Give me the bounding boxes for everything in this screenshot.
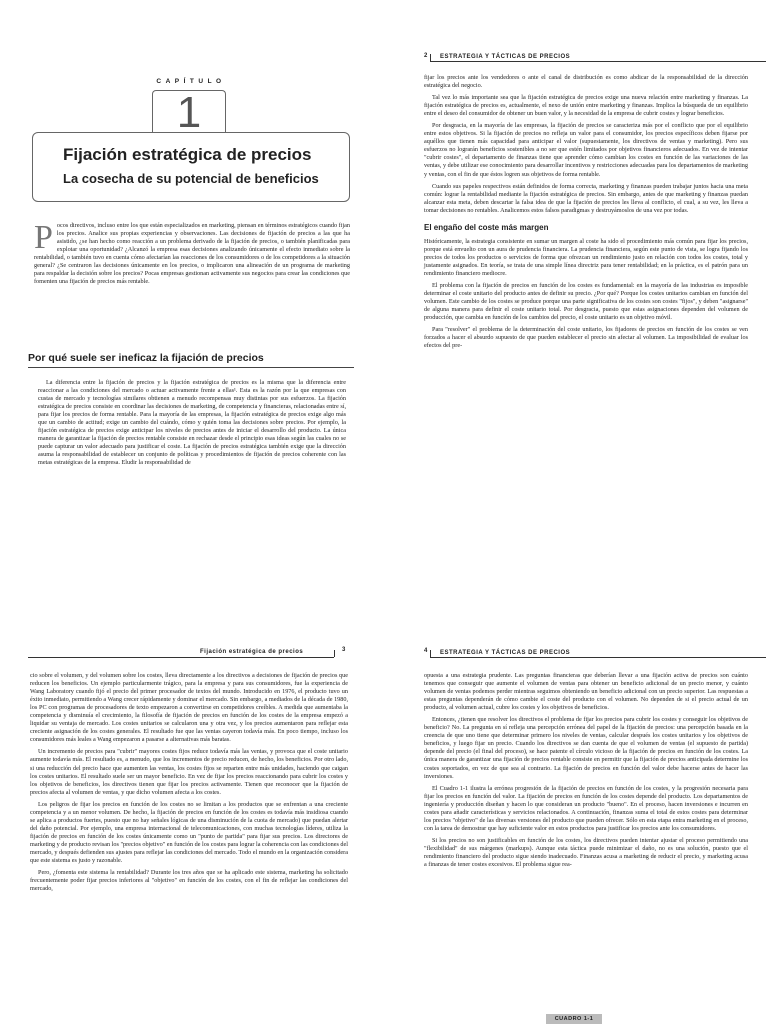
paragraph: El Cuadro 1-1 ilustra la errónea progresión de la fijación de precios en función de los costes, y la progresión necesaria para fijar los precios en función del valor. La fijación de precios en función de los costes depende del producto. Los departamentos de ingeniería y producción diseñan y hacen lo que consideran un producto "bueno". En el proceso, hacen inversiones e incurren en costes para añadir características y servicios relacionados. A continuación, finanzas suma el total de estos costes para determinar los precios "objetivo" de las diversas versiones del producto que pueden ofrecer. Sólo en esta etapa entra marketing en el proceso, con la tarea de demostrar que hay suficiente valor en estos productos para justificar los precios ante los consumidores. (424, 784, 748, 832)
paragraph: opuesta a una estrategia prudente. Las preguntas financieras que deberían llevar a una fijación activa de precios son cuánto tenemos que conseguir que aumente el volumen de ventas para obtener un beneficio adicional de un precio menor, y cuánto volumen de ventas podemos perder mientras seguimos obteniendo un beneficio adicional con un precio superior. Las respuestas a estas preguntas dependerán de cómo cambie el coste del producto con el volumen. No dependen de si el precio actual de un producto, al volumen actual, cubre los costes y los objetivos de beneficios. (424, 672, 748, 712)
paragraph: Pero, ¿fomenta este sistema la rentabilidad? Durante los tres años que se ha aplicado este sistema, marketing ha solicitado frecuentemente poder fijar precios inferiores al "objetivo" en función de los costes, con el fin de reflejar las condiciones del mercado, (30, 869, 348, 893)
figure-label: CUADRO 1-1 (546, 1014, 602, 1024)
paragraph: El problema con la fijación de precios en función de los costes es fundamental: en la mayoría de las industrias es imposible determinar el coste unitario del producto antes de definir su precio. ¿Por qué? Porque los costes unitarios cambian en función del volumen. Este cambio de los costes se produce porque una parte significativa de los costes son costes "fijos", y deben "asignarse" de alguna manera para definir el coste unitario total. Por desgracia, puesto que estas asignaciones dependen del volumen de producción, que cambia en función de los cambios del precio, el coste unitario es un objetivo móvil. (424, 281, 748, 322)
paragraph: La diferencia entre la fijación de precios y la fijación estratégica de precios es la misma que la diferencia entre reaccionar a las condiciones del mercado o actuar activamente frente a ellas¹. Esta es la razón por la que empresas con custas de mercado y tecnologías similares obtienen a menudo recompensas muy distintas por sus esfuerzos. La fijación estratégica de precios consiste en coordinar las decisiones de marketing, de competencia y financieras, relacionadas entre sí, para fijar los precios de forma rentable. Para la mayoría de las empresas, la fijación estratégica de precios exige algo más que un cambio de actitud; exige un cambio del cuándo, cómo y quién toma las decisiones sobre precios. Por ejemplo, la fijación estratégica de precios exige anticipar los niveles de precios antes de iniciar el desarrollo del producto. La única manera de garantizar la fijación de precios rentable consiste en rechazar desde el principio esas ideas según las cuales no se puede capturar un valor adecuado para justificar el coste. La fijación de precios estratégica también exige que la dirección asuma la responsabilidad de establecer un conjunto de políticas y procedimientos de fijación de precios coherente con las metas estratégicas de la empresa. Eludir la responsabilidad de (38, 379, 346, 467)
subheading: El engaño del coste más margen (424, 222, 549, 232)
header-rule (28, 657, 334, 658)
text-column (30, 672, 348, 897)
paragraph: Históricamente, la estrategia consistente en sumar un margen al coste ha sido el procedimiento más común para fijar los precios, porque está envuelto con un aura de prudencia financiera. La prudencia financiera, según este punto de vista, se logra fijando los precios de todos los productos o servicios de forma que ofrezcan un rendimiento justo en relación con todos los costes, total y justamente asignados. En teoría, se trata de una simple línea directriz para tener rentabilidad; en la práctica, es el patrón para un rendimiento financiero mediocre. (424, 237, 748, 277)
section-heading: Por qué suele ser ineficaz la fijación de precios (28, 352, 354, 368)
chapter-subtitle: La cosecha de su potencial de beneficios (63, 171, 319, 186)
header-rule (430, 61, 766, 62)
chapter-title: Fijación estratégica de precios (63, 145, 312, 164)
intro-paragraph (34, 219, 350, 290)
page-1 (28, 72, 354, 508)
paragraph: Los peligros de fijar los precios en función de los costes no se limitan a los productos que se enfrentan a una creciente competencia y a un menor volumen. De hecho, la fijación de precios en función de los costes es todavía más insidiosa cuando se aplica a productos fuertes, puesto que no hay señales lógicas de una disminución de la cuota de mercado) que puedan alertar del daño potencial. Por ejemplo, una empresa internacional de telecomunicaciones, con muchas tecnologías líderes, utiliza la fijación de precios en función de los costes únicamente como un "punto de partida" para fijar sus precios. Los directores de marketing y de producto revisan los "precios objetivo" en función de los costes para lograr la coherencia con las condiciones del mercado, y después defienden sus ajustes para reflejar las condiciones del mercado. Todo el mundo en la organización considera que este sistema es justo y razonable. (30, 800, 348, 865)
page-3 (28, 645, 354, 1024)
paragraph: Cuando sus papeles respectivos están definidos de forma correcta, marketing y finanzas pueden trabajar juntos hacia una meta común: lograr la rentabilidad mediante la fijación estratégica de precios. Sin embargo, antes de que marketing y finanzas puedan alcanzar esta meta, deben descartar la falsa idea de que la fijación de precios les lleva al conflicto, el cual, a su vez, les lleva a tomar decisiones no rentables. Analicemos estos falsos paradigmas y destruyámoslos de una vez por todas. (424, 182, 748, 214)
page-number: 4 (424, 648, 428, 654)
drop-cap: P (34, 219, 53, 256)
intro-text: ocos directivos, incluso entre los que están especializados en marketing, piensan en términos estratégicos cuando fijan los precios. Analice sus propias experiencias y observaciones. Las decisiones de fijación de precios a las que ha asistido, ¿se han hecho como reacción a un problema derivado de la fijación de precios, o también planificadas para explotar una oportunidad? ¿Alcanzó la empresa esas decisiones analizando únicamente el efecto inmediato sobre la rentabilidad, o también tuvo en cuenta cómo afectarían las reacciones de los consumidores o de los competidores a la situación general? ¿Se centraron las decisiones únicamente en los precios, o implicaron una alineación de un programa de marketing para respaldar la decisión sobre los precios? Pocas empresas gestionan activamente sus negocios para crear las condiciones que fomenten una fijación de precios más rentable. (34, 222, 350, 286)
chapter-label: CAPÍTULO (156, 78, 226, 85)
paragraph: cio sobre el volumen, y del volumen sobre los costes, lleva directamente a los directivos a decisiones de fijación de precios que reducen los beneficios. Un ejemplo particularmente trágico, para la empresa y para sus consumidores, fue la experiencia de Wang Laboratory cuando fijó el precio del primer procesador de textos del mundo. Introducido en 1976, el producto tuvo un éxito inmediato, permitiendo a Wang crecer rápidamente y dominar el mercado. Sin embargo, a mediados de la década de 1980, los PC con programas de procesadores de texto empezaron a convertirse en competidores creíbles. A medida que aumentaba la competencia y disminuía el crecimiento, la filosofía de fijación de precios en función de los costes de la empresa empezó a liquidar su ventaja de mercado. Los costes unitarios se calcularon una y otra vez, y los precios aumentaron para reflejar esta creciente asignación de los costes generales. El resultado fue que las ventas cayeron todavía más. En poco tiempo, incluso los consumidores más leales a Wang empezaron a pasarse a alternativas más baratas. (30, 672, 348, 744)
page-number: 2 (424, 53, 428, 59)
text-column (424, 672, 748, 873)
header-rule-tick (430, 54, 431, 61)
page-2 (416, 50, 766, 520)
running-header: ESTRATEGIA Y TÁCTICAS DE PRECIOS (440, 54, 571, 60)
paragraph: Un incremento de precios para "cubrir" mayores costes fijos reduce todavía más las ventas, y provoca que el coste unitario aumente todavía más. El resultado es, a menudo, que los incrementos de precio reducen, de hecho, los beneficios. Por otro lado, si una reducción del precio hace que aumenten las ventas, los costes fijos se reparten entre más unidades, haciendo que caigan los costes unitarios. El resultado suele ser un mayor beneficio. En vez de fijar los precios reaccionando para cubrir los costes y los objetivos de beneficios, los directivos tienen que fijar los precios activamente. Tienen que reconocer que la fijación de precios afecta al volumen de ventas, y que dicho volumen afecta a los costes. (30, 748, 348, 796)
chapter-number: 1 (152, 90, 226, 133)
paragraph: Si los precios no son justificables en función de los costes, los directivos pueden intentar ajustar el proceso permitiendo una "flexibilidad" de sus márgenes (markups). Aunque esta táctica puede minimizar el daño, no es una solución, puesto que el rendimiento financiero del producto sigue siendo inadecuado. Finanzas acusa a marketing de reducir el precio, y marketing acusa a finanzas de tener costes excesivos. El problema sigue rea- (424, 836, 748, 869)
page-number: 3 (342, 647, 346, 653)
header-rule (430, 657, 766, 658)
paragraph: Por desgracia, en la mayoría de las empresas, la fijación de precios se caracteriza más por el conflicto que por el equilibrio entre estos objetivos. Si la fijación de precios no refleja un valor para el consumidor, los precios específicos deben fijarse por aquéllos que tienen más capacidad para anticipar el valor (supuestamente, los directivos de ventas y marketing). Pero sus esfuerzos no lograrán beneficios sostenibles a no ser que estén limitados por objetivos financieros adecuados. En vez de intentar "cubrir costes", el departamento de finanzas tiene que aprender cómo cambian los costes en función de las variaciones de las ventas, y debe utilizar ese conocimiento para desarrollar incentivos y restricciones adecuadas para los departamentos de marketing y ventas, con el fin de que éstos logren sus objetivos de forma rentable. (424, 122, 748, 178)
page-4 (416, 645, 766, 1024)
paragraph: fijar los precios ante los vendedores o ante el canal de distribución es como abdicar de la responsabilidad de la dirección estratégica del negocio. (424, 74, 748, 90)
running-header: ESTRATEGIA Y TÁCTICAS DE PRECIOS (440, 650, 571, 656)
paragraph: Entonces, ¿tienen que resolver los directivos el problema de fijar los precios para cubrir los costes y conseguir los objetivos de beneficio? No. La pregunta en sí refleja una percepción errónea del papel de la fijación de precios: una percepción basada en la creencia de que uno tiene que determinar primero los niveles de ventas, calcular después los costes unitarios y los objetivos de beneficios, y luego fijar un precio. Cuando los directivos se dan cuenta de que el volumen de ventas (el supuesto de partida) depende del precio (el final del proceso), se hace patente el círculo vicioso de la fijación de precios en función de los costes. La única manera de garantizar una fijación de precios rentable consiste en permitir que la fijación de precios anticipada determine los costes soportados, en vez de que sea al contrario. La fijación de precios en función del valor debe hacerse antes de hacer las inversiones. (424, 716, 748, 780)
header-rule-tick (334, 650, 335, 657)
text-column (424, 74, 748, 354)
header-rule-tick (430, 650, 431, 657)
running-header: Fijación estratégica de precios (200, 649, 304, 655)
paragraph: Para "resolver" el problema de la determinación del coste unitario, los fijadores de precios en función de los costes se ven forzados a hacer el absurdo supuesto de que pueden establecer el precio sin afectar al volumen. La imposibilidad de evaluar los efectos del pre- (424, 326, 748, 350)
paragraph: Tal vez lo más importante sea que la fijación estratégica de precios exige una nueva relación entre marketing y finanzas. La fijación estratégica de precios es, actualmente, el nexo de unión entre marketing y finanzas. Implica la búsqueda de un equilibrio entre el deseo del consumidor de obtener un buen valor, y la necesidad de la empresa de cubrir costes y lograr beneficios. (424, 94, 748, 118)
section-body (38, 379, 346, 472)
chapter-title-box (32, 132, 350, 202)
